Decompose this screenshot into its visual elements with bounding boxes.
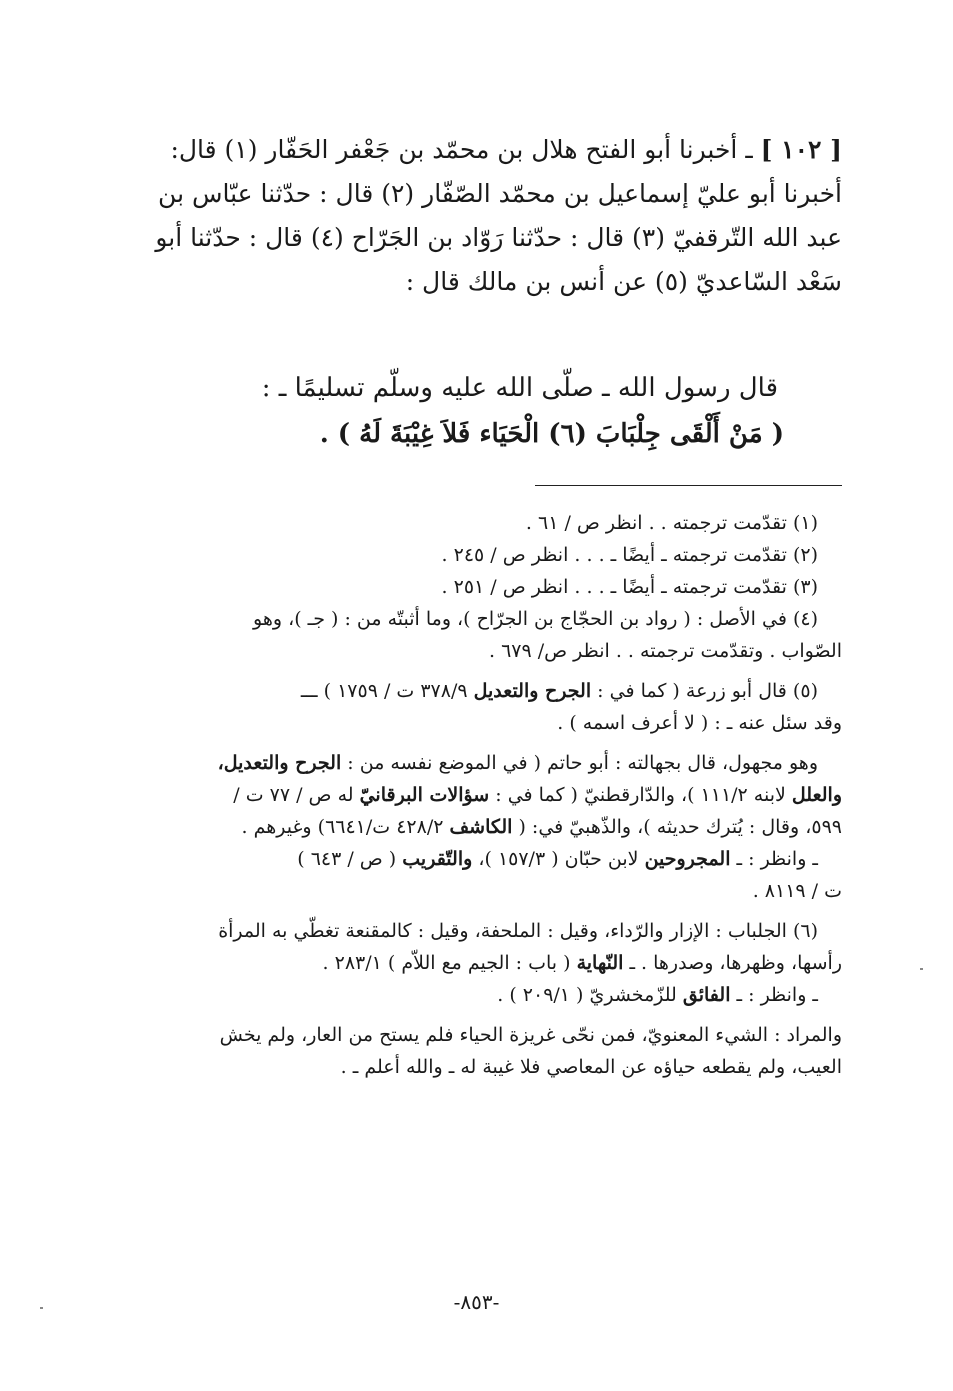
footnote-divider bbox=[535, 485, 842, 486]
fn5-l5-text-c: ٤٢٨/٢ ت/٦٦٤١) وغيرهم . bbox=[241, 816, 444, 838]
fn5-text-a: (٥) قال أبو زرعة ( كما في : bbox=[597, 680, 818, 702]
main-line-4: سَعْد السّاعديّ (٥) عن أنس بن مالك قال : bbox=[405, 267, 842, 296]
entry-number: [ ١٠٢ ] bbox=[760, 135, 842, 164]
footnote-6-line-4: والمراد : الشيء المعنويّ، فمن نحّى غريزة الحياء فلم يستح من العار، ولم يخش bbox=[219, 1024, 842, 1046]
fn5-l4-text: لابنه ١١١/٢ )، والدّارقطنيّ ( كما في : bbox=[495, 784, 786, 806]
fn5-l5-source-kashif: الكاشف bbox=[449, 816, 513, 838]
main-line-1-text: ـ أخبرنا أبو الفتح هلال بن محمّد بن جَعْفر الحَفّار (١) قال: bbox=[170, 135, 753, 164]
fn5-l5-text: ٥٩٩، وقال : يُترك حديثه )، والذّهبيّ في: ( bbox=[518, 816, 842, 838]
main-line-1 bbox=[132, 128, 842, 172]
footnotes bbox=[132, 507, 842, 1083]
fn5-l6-source-taqrib: والتّقريب bbox=[402, 848, 473, 870]
footnote-5-line-2: وقد سئل عنه ـ : ( لا أعرف اسمه ) . bbox=[557, 712, 842, 734]
hadith bbox=[132, 365, 842, 457]
footnote-4-line-2: الصّواب . وتقدّمت ترجمته . . انظر ص/ ٦٧٩ . bbox=[489, 640, 842, 662]
fn5-l3-text: وهو مجهول، قال بجهالته : أبو حاتم ( في الموضع نفسه من : bbox=[347, 752, 818, 774]
footnote-6-line-2 bbox=[132, 947, 842, 979]
hadith-intro: قال رسول الله ـ صلّى الله عليه وسلّم تسليمًا ـ : bbox=[261, 373, 778, 403]
main-text bbox=[132, 128, 842, 304]
fn5-l6-source-majruhin: المجروحين bbox=[644, 848, 731, 870]
fn6-l2-source-nihaya: النّهاية bbox=[576, 952, 624, 974]
footnote-4-line-1: (٤) في الأصل : ( رواد بن الحجّاج بن الجرّاح )، وما أثبتّه من : ( جـ )، وهو bbox=[253, 608, 818, 630]
footnote-6-line-5: العيب، ولم يقطعه حياؤه عن المعاصي فلا غيبة له ـ والله أعلم ـ . bbox=[340, 1056, 842, 1078]
footnote-5-line-7: ت / ٨١١٩ . bbox=[752, 880, 842, 902]
page-number: -٨٥٣- bbox=[453, 1290, 500, 1314]
footnote-5-line-1 bbox=[132, 675, 842, 707]
main-line-2: أخبرنا أبو عليّ إسماعيل بن محمّد الصّفّار (٢) قال : حدّثنا عبّاس بن bbox=[158, 179, 842, 208]
fn6-l3-text-c: للزّمخشريّ ( ٢٠٩/١ ) . bbox=[497, 984, 677, 1006]
fn5-l6-text-c: لابن حبّان ( ١٥٧/٣ )، bbox=[478, 848, 639, 870]
footnote-6-line-3 bbox=[132, 979, 842, 1011]
main-line-3: عبد الله التّرقفيّ (٣) قال : حدّثنا رَوّاد بن الجَرّاح (٤) قال : حدّثنا أبو bbox=[155, 223, 842, 252]
scan-speck bbox=[920, 968, 923, 970]
fn5-text-c: ٣٧٨/٩ ت / ١٧٥٩ ) ـــ bbox=[300, 680, 468, 702]
fn5-l4-source-ilal: والعلل bbox=[791, 784, 842, 806]
fn5-l6-text-e: ( ص / ٦٤٣ ) bbox=[297, 848, 397, 870]
fn6-l2-text-c: ( باب : الجيم مع اللاّم ) ٢٨٣/١ . bbox=[322, 952, 571, 974]
footnote-5-line-3 bbox=[132, 747, 842, 779]
fn5-l4-source-barqani: سؤالات البرقانيّ bbox=[359, 784, 490, 806]
footnote-5-line-5 bbox=[132, 811, 842, 843]
fn6-l3-source-faiq: الفائق bbox=[682, 984, 731, 1006]
scan-speck bbox=[40, 1307, 43, 1309]
fn5-source-jarh: الجرح والتعديل bbox=[473, 680, 592, 702]
fn6-l3-text: ـ وانظر : ـ bbox=[736, 984, 818, 1006]
fn5-l3-source: الجرح والتعديل، bbox=[217, 752, 342, 774]
footnote-3: (٣) تقدّمت ترجمته ـ أيضًا ـ . . . انظر ص / ٢٥١ . bbox=[441, 576, 818, 598]
footnote-6-line-1: (٦) الجلباب : الإزار والرّداء، وقيل : الملحفة، وقيل : كالمقنعة تغطّي به المرأة bbox=[218, 920, 818, 942]
fn5-l6-text: ـ وانظر : ـ bbox=[736, 848, 818, 870]
fn6-l2-text: رأسها، وظهرها، وصدرها . ـ bbox=[629, 952, 842, 974]
footnote-5-line-6 bbox=[132, 843, 842, 875]
footnote-5-line-4 bbox=[132, 779, 842, 811]
footnote-2: (٢) تقدّمت ترجمته ـ أيضًا ـ . . . انظر ص / ٢٤٥ . bbox=[441, 544, 818, 566]
hadith-text: ( مَنْ أَلْقَى جِلْبَابَ (٦) الْحَيَاء فَلاَ غِيْبَةَ لَهُ ) . bbox=[319, 419, 784, 449]
fn5-l4-text-d: له ص / ٧٧ ت / bbox=[233, 784, 354, 806]
footnote-1: (١) تقدّمت ترجمته . . انظر ص / ٦١ . bbox=[525, 512, 818, 534]
